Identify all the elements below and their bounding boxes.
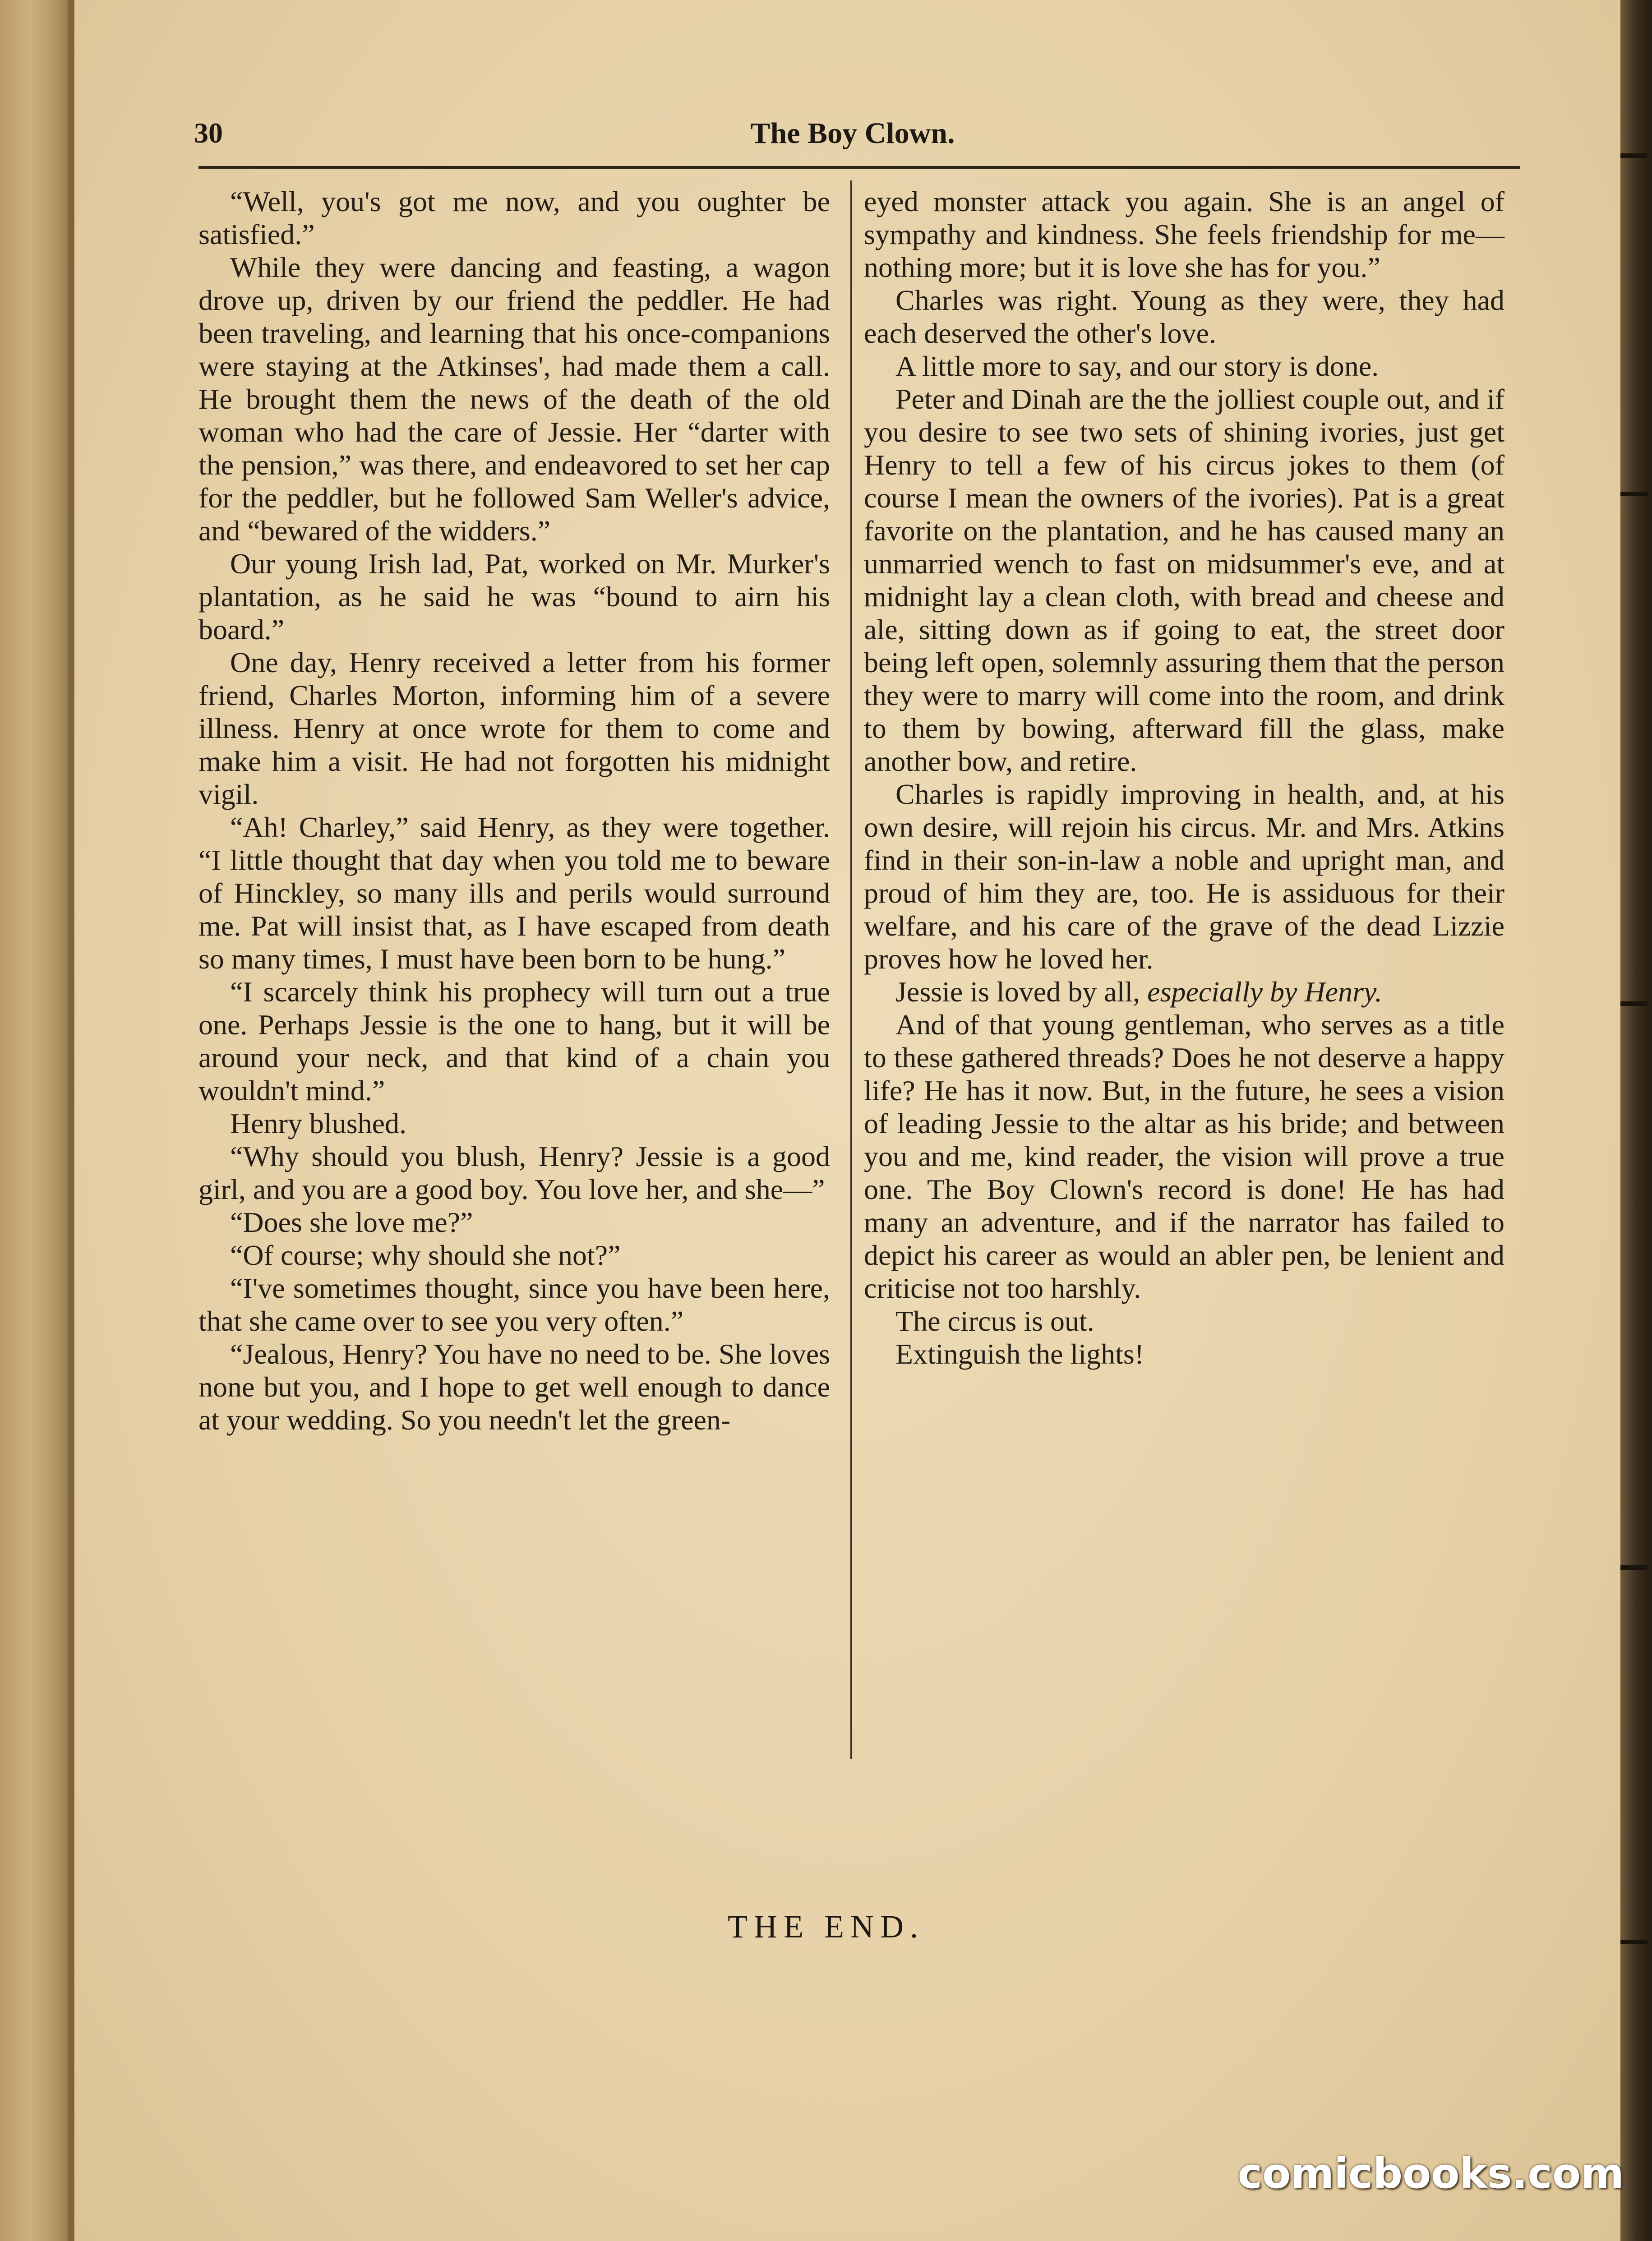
paragraph: Extinguish the lights! [895, 1338, 1144, 1370]
paragraph: “Why should you blush, Henry? Jessie is a good girl, and you are a good boy. You love her, and she—” [198, 1140, 830, 1205]
page-header [194, 116, 1511, 161]
header-rule [198, 166, 1520, 169]
paragraph: Charles is rapidly improving in health, and, at his own desire, will rejoin his circus. Mr. and Mrs. Atkins find in their son-in-law a noble and upright man, and proud of him they are, too. He is assiduous for their welfare, and his care of the grave of the dead Lizzie proves how he loved her. [864, 778, 1504, 975]
paragraph: “Ah! Charley,” said Henry, as they were together. “I little thought that day when you told me to beware of Hinckley, so many ills and perils would surround me. Pat will insist that, as I have escaped from death so many times, I must have been born to be hung.” [198, 811, 830, 975]
paragraph: While they were dancing and feasting, a wagon drove up, driven by our friend the peddler. He had been traveling, and learning that his once-companions were staying at the Atkinses', had made them a call. He brought them the news of the death of the old woman who had the care of Jessie. Her “darter with the pension,” was there, and endeavored to set her cap for the peddler, but he followed Sam Weller's advice, and “bewared of the widders.” [198, 251, 830, 547]
paragraph: Charles was right. Young as they were, they had each deserved the other's love. [864, 284, 1504, 349]
paragraph-continuation: eyed monster attack you again. She is an angel of sympathy and kindness. She feels friendship for me—nothing more; but it is love she has for you.” [864, 185, 1504, 283]
paragraph: “Of course; why should she not?” [230, 1239, 621, 1271]
page-fold-shadow [68, 0, 74, 2241]
running-title: The Boy Clown. [750, 117, 955, 150]
paragraph: Our young Irish lad, Pat, worked on Mr. Murker's plantation, as he said he was “bound to airn his board.” [198, 548, 830, 646]
page-edge [0, 0, 74, 2241]
paragraph: Henry blushed. [230, 1107, 407, 1139]
column-divider [850, 180, 852, 1759]
page-number: 30 [194, 117, 223, 149]
left-column [198, 185, 830, 1436]
paragraph: Peter and Dinah are the the jolliest couple out, and if you desire to see two sets of shining ivories, just get Henry to tell a few of his circus jokes to them (of course I mean the owners of the ivories). Pat is a great favorite on the plantation, and he has caused many an unmarried wench to fast on midsummer's eve, and at midnight lay a clean cloth, with bread and cheese and ale, sitting down as if going to eat, the street door being left open, solemnly assuring them that the person they were to marry will come into the room, and drink to them by bowing, afterward fill the glass, make another bow, and retire. [864, 383, 1504, 777]
paragraph: And of that young gentleman, who serves as a title to these gathered threads? Does he not deserve a happy life? He has it now. But, in the future, he sees a vision of leading Jessie to the altar as his bride; and between you and me, kind reader, the vision will prove a true one. The Boy Clown's record is done! He has had many an adventure, and if the narrator has failed to depict his career as would an abler pen, be lenient and criticise not too harshly. [864, 1009, 1504, 1304]
paragraph: A little more to say, and our story is done. [895, 350, 1379, 382]
paragraph: “Does she love me?” [230, 1206, 473, 1238]
paragraph: “I've sometimes thought, since you have been here, that she came over to see you very often.” [198, 1272, 830, 1337]
paragraph-jessie [864, 975, 1504, 1008]
paragraph: The circus is out. [895, 1305, 1094, 1337]
jessie-text: Jessie is loved by all, [895, 976, 1148, 1008]
paragraph: “I scarcely think his prophecy will turn out a true one. Perhaps Jessie is the one to hang, but it will be around your neck, and that kind of a chain you wouldn't mind.” [198, 976, 830, 1107]
book-binding [1620, 0, 1652, 2241]
paragraph: One day, Henry received a letter from his former friend, Charles Morton, informing him of a severe illness. Henry at once wrote for them to come and make him a visit. He had not forgotten his midnight vigil. [198, 646, 830, 810]
paragraph: “Well, you's got me now, and you oughter be satisfied.” [198, 185, 830, 250]
the-end: THE END. [728, 1909, 924, 1945]
jessie-emphasis: especially by Henry. [1147, 976, 1382, 1008]
right-column [864, 185, 1504, 1370]
paragraph: “Jealous, Henry? You have no need to be. She loves none but you, and I hope to get well enough to dance at your wedding. So you needn't let the green- [198, 1338, 830, 1436]
watermark: comicbooks.com [1237, 2149, 1624, 2198]
